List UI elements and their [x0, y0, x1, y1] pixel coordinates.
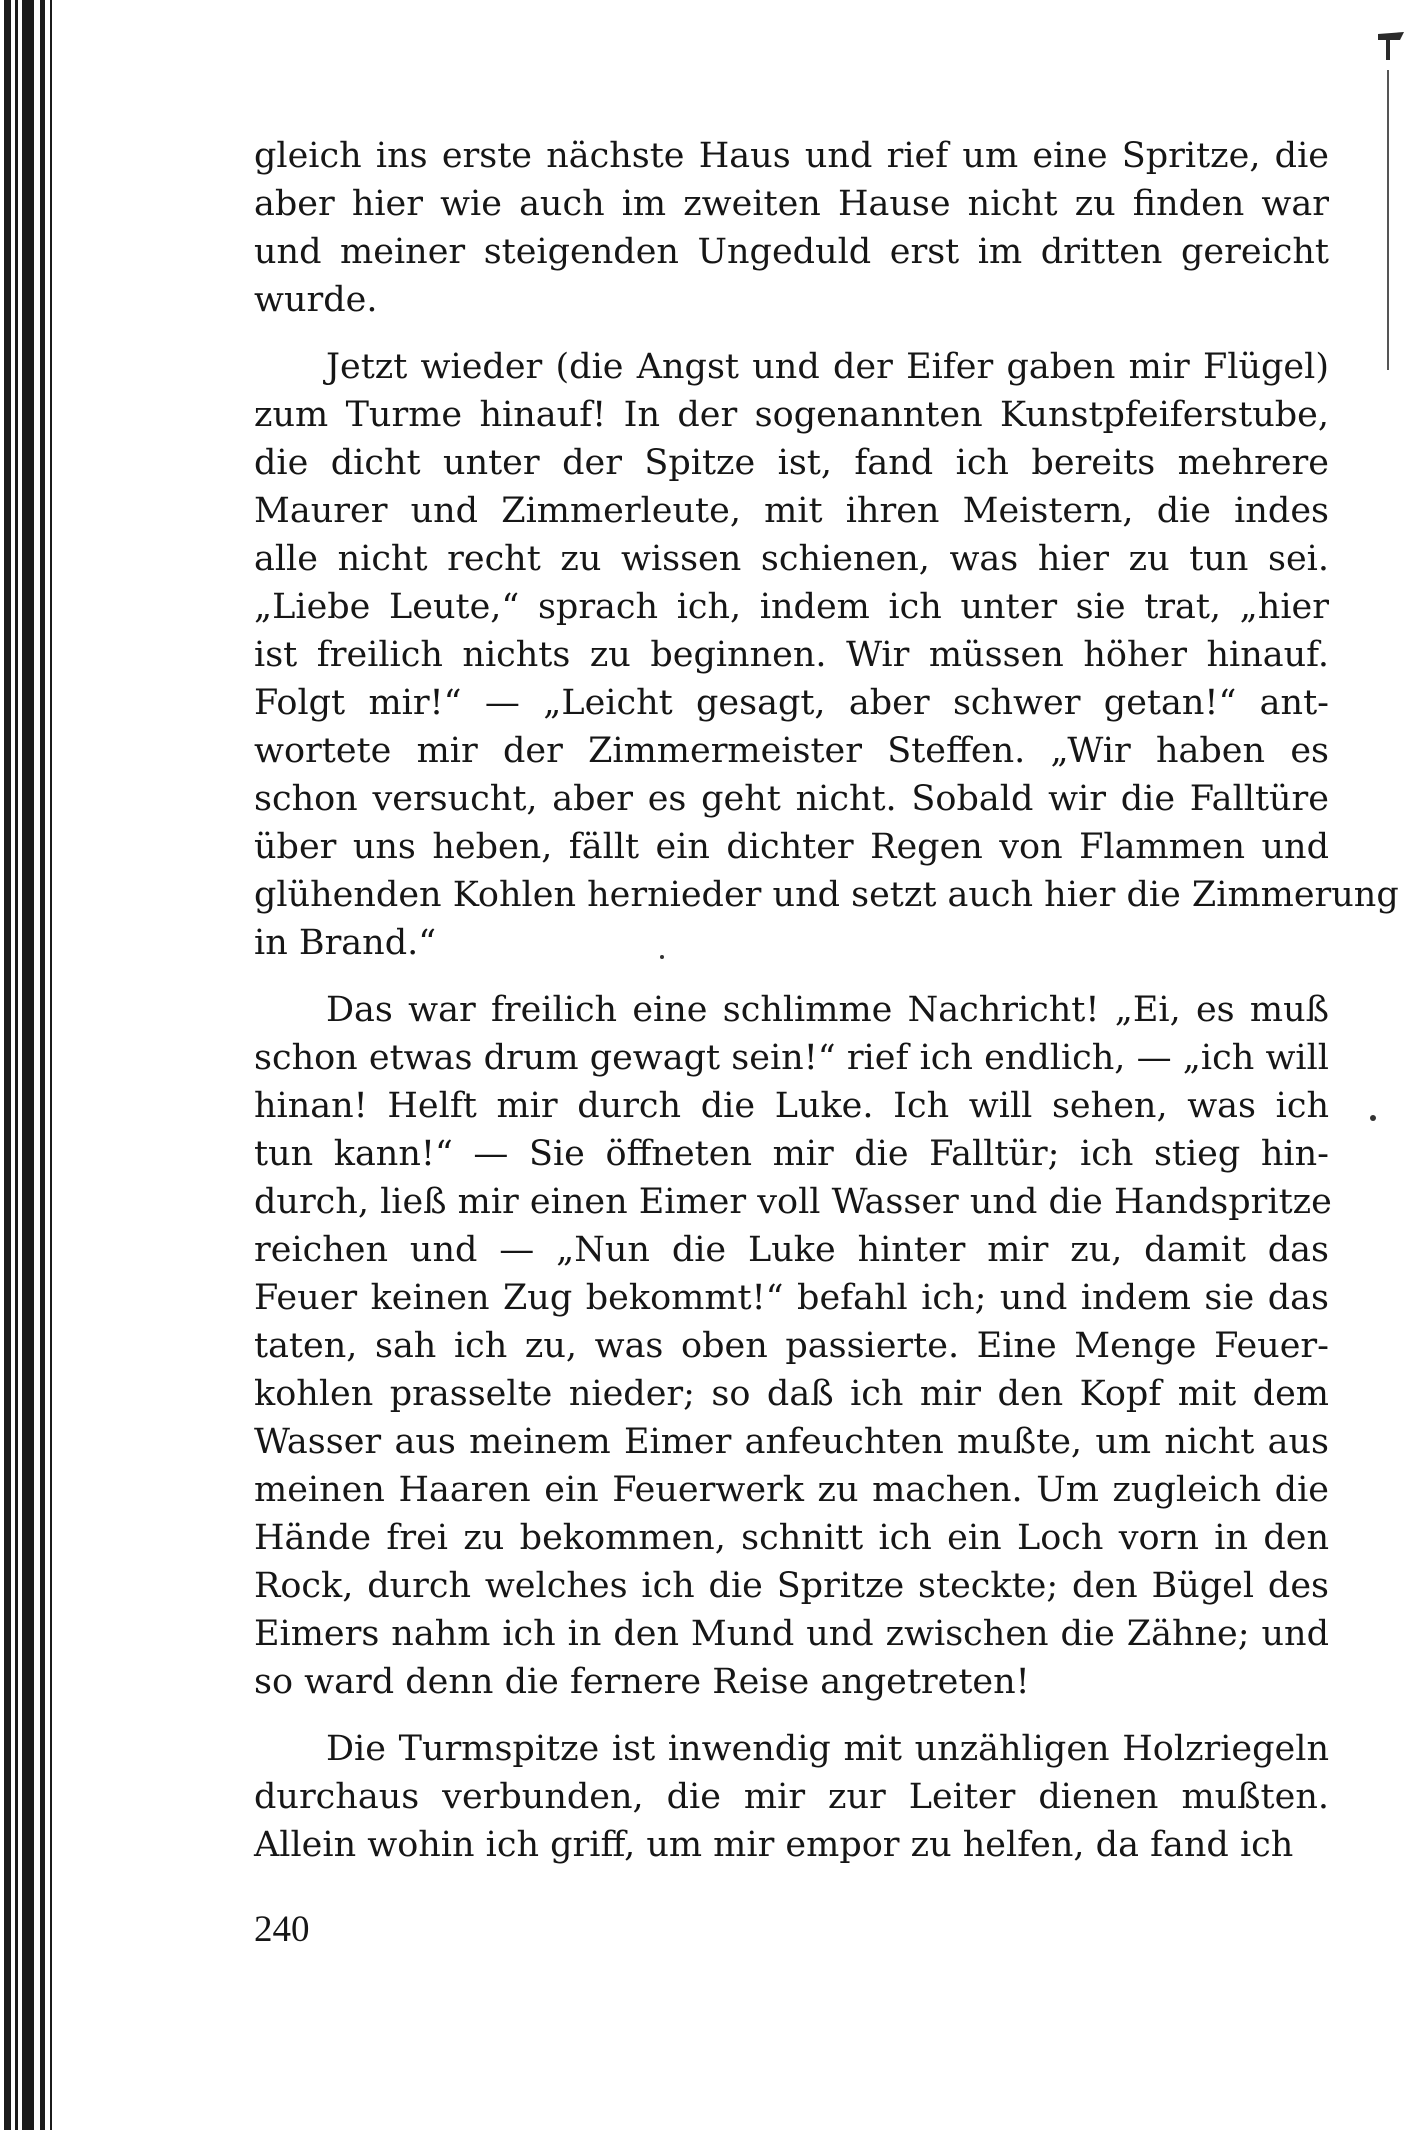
- stray-mark: [660, 955, 664, 959]
- text-line: die dicht unter der Spitze ist, fand ich bereits mehrere: [254, 443, 1329, 483]
- binding-edge: [0, 0, 70, 2130]
- text-line: glühenden Kohlen hernieder und setzt auch hier die Zimmerung: [254, 875, 1399, 915]
- binding-shadow-line: [22, 0, 34, 2130]
- text-line: hinan! Helft mir durch die Luke. Ich will sehen, was ich: [254, 1086, 1329, 1126]
- text-line: aber hier wie auch im zweiten Hause nicht zu finden war: [254, 184, 1329, 224]
- text-line: und meiner steigenden Ungeduld erst im dritten gereicht: [254, 232, 1329, 272]
- text-line: zum Turme hinauf! In der sogenannten Kunstpfeiferstube,: [254, 395, 1329, 435]
- paragraph: [254, 132, 1329, 324]
- text-line: Wasser aus meinem Eimer anfeuchten mußte, um nicht aus: [254, 1422, 1329, 1462]
- text-line: Die Turmspitze ist inwendig mit unzähligen Holzriegeln: [326, 1729, 1329, 1769]
- text-line: wortete mir der Zimmermeister Steffen. „Wir haben es: [254, 731, 1329, 771]
- paragraph: [254, 1725, 1329, 1869]
- paragraph: [254, 986, 1332, 1706]
- text-line: kohlen prasselte nieder; so daß ich mir den Kopf mit dem: [254, 1374, 1329, 1414]
- text-line: durch, ließ mir einen Eimer voll Wasser und die Handspritze: [254, 1182, 1332, 1222]
- text-line: Hände frei zu bekommen, schnitt ich ein Loch vorn in den: [254, 1518, 1329, 1558]
- text-line: in Brand.“: [254, 923, 437, 963]
- binding-shadow-line: [4, 0, 11, 2130]
- text-line: ist freilich nichts zu beginnen. Wir müssen höher hinauf.: [254, 635, 1329, 675]
- text-line: Rock, durch welches ich die Spritze steckte; den Bügel des: [254, 1566, 1329, 1606]
- text-line: schon etwas drum gewagt sein!“ rief ich endlich, — „ich will: [254, 1038, 1329, 1078]
- stray-mark: [1370, 1115, 1376, 1121]
- text-line: taten, sah ich zu, was oben passierte. Eine Menge Feuer-: [254, 1326, 1329, 1366]
- text-line: meinen Haaren ein Feuerwerk zu machen. Um zugleich die: [254, 1470, 1329, 1510]
- text-line: „Liebe Leute,“ sprach ich, indem ich unter sie trat, „hier: [254, 587, 1329, 627]
- binding-shadow-line: [50, 0, 52, 2130]
- text-line: so ward denn die fernere Reise angetreten!: [254, 1662, 1030, 1702]
- page-number: 240: [254, 1909, 310, 1950]
- paragraph: [254, 343, 1399, 967]
- binding-shadow-line: [40, 0, 45, 2130]
- text-line: Das war freilich eine schlimme Nachricht! „Ei, es muß: [326, 990, 1329, 1030]
- text-line: alle nicht recht zu wissen schienen, was hier zu tun sei.: [254, 539, 1329, 579]
- text-line: gleich ins erste nächste Haus und rief um eine Spritze, die: [254, 136, 1329, 176]
- text-line: schon versucht, aber es geht nicht. Sobald wir die Falltüre: [254, 779, 1329, 819]
- text-line: Maurer und Zimmerleute, mit ihren Meistern, die indes: [254, 491, 1329, 531]
- text-line: über uns heben, fällt ein dichter Regen von Flammen und: [254, 827, 1329, 867]
- text-line: tun kann!“ — Sie öffneten mir die Falltür; ich stieg hin-: [254, 1134, 1329, 1174]
- text-line: Feuer keinen Zug bekommt!“ befahl ich; und indem sie das: [254, 1278, 1329, 1318]
- text-line: Eimers nahm ich in den Mund und zwischen die Zähne; und: [254, 1614, 1329, 1654]
- page-edge-mark: [1376, 30, 1406, 390]
- text-line: wurde.: [254, 280, 378, 320]
- text-line: Folgt mir!“ — „Leicht gesagt, aber schwer getan!“ ant-: [254, 683, 1329, 723]
- text-line: reichen und — „Nun die Luke hinter mir zu, damit das: [254, 1230, 1329, 1270]
- page-body: [254, 132, 1399, 1888]
- binding-shadow-line: [15, 0, 18, 2130]
- text-line: durchaus verbunden, die mir zur Leiter dienen mußten.: [254, 1777, 1329, 1817]
- text-line: Jetzt wieder (die Angst und der Eifer gaben mir Flügel): [326, 347, 1329, 387]
- text-line: Allein wohin ich griff, um mir empor zu helfen, da fand ich: [254, 1825, 1294, 1865]
